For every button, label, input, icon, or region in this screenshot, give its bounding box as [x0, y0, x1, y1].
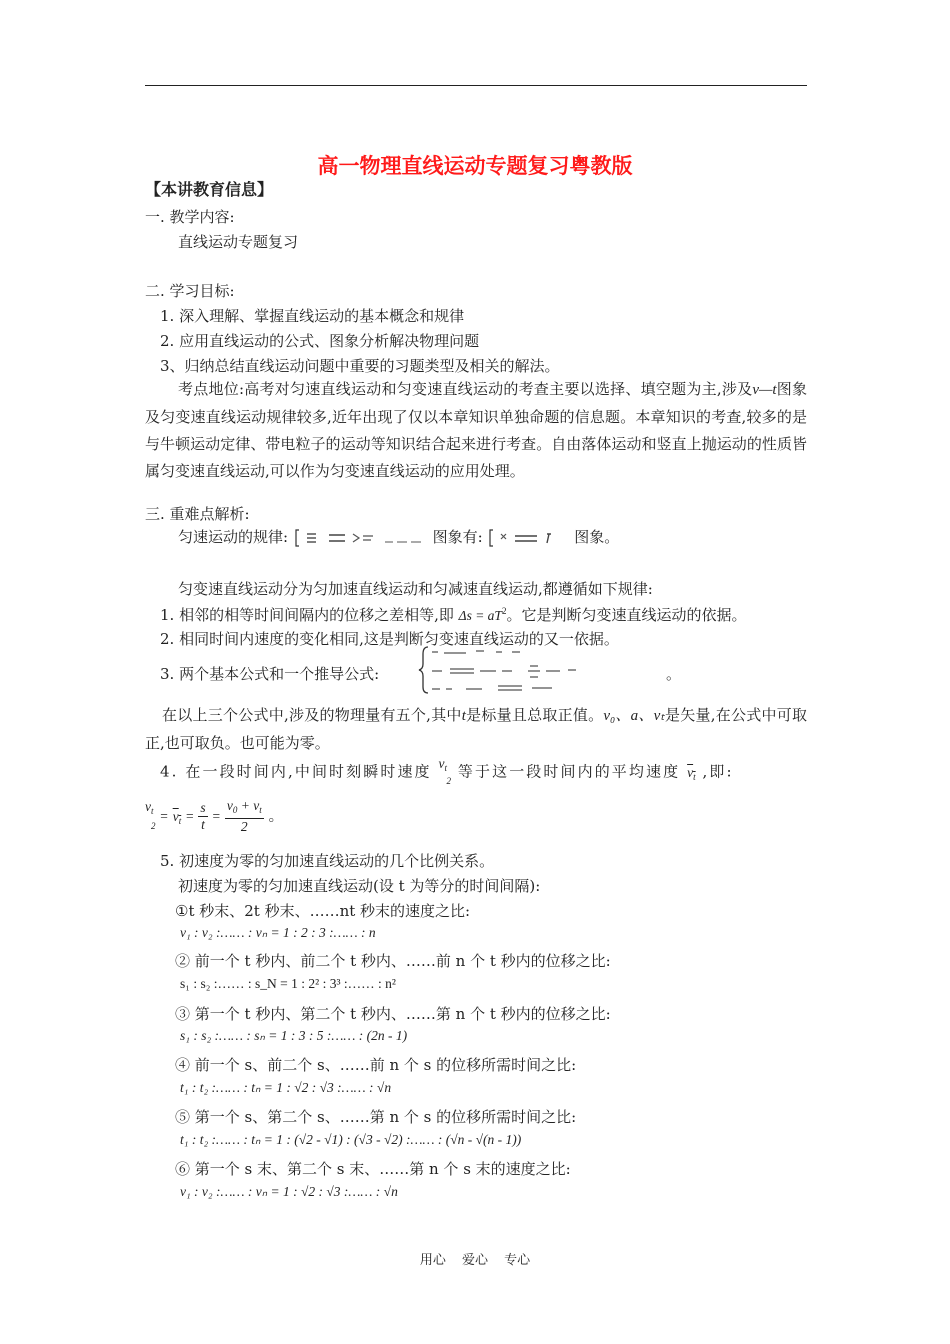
rule-1-post: 。它是判断匀变速直线运动的依据。: [506, 606, 747, 624]
rule-1-formula: Δs = aT: [458, 608, 502, 623]
vector-symbols: v₀、a、vₜ: [603, 708, 665, 724]
rule-4-text: 4. 在一段时间内,中间时刻瞬时速度: [160, 762, 432, 781]
mid-velocity-symbol: $v_t$ 2: [438, 756, 452, 786]
key-points-heading: 三. 重难点解析:: [145, 505, 250, 523]
footer-text: 用心: [419, 1253, 446, 1268]
avg-velocity-symbol: $v_t$: [172, 808, 182, 826]
graph-formula-image: [487, 527, 569, 549]
vt-symbol: v—t: [752, 382, 777, 398]
goal-item: 1. 深入理解、掌握直线运动的基本概念和规律: [160, 307, 465, 325]
ratio-formula: t₁ : t₂ :…… : tₙ = 1 : √2 : √3 :…… : √n: [180, 1080, 392, 1095]
rule-4-text: ,即:: [702, 762, 734, 781]
footer-text: 爱心: [461, 1253, 488, 1268]
rule-1-text: 1. 相邻的相等时间间隔内的位移之差相等,即: [160, 606, 454, 624]
rule-4-text: 等于这一段时间内的平均速度: [457, 762, 681, 781]
teaching-content-heading: 一. 教学内容:: [145, 208, 235, 226]
graph-label: 图象有:: [432, 528, 483, 546]
mid-velocity-symbol: $v_t$ 2: [145, 799, 156, 831]
rule-3-label: 3. 两个基本公式和一个推导公式:: [160, 665, 380, 683]
ratio-label: ④ 前一个 s、前二个 s、……前 n 个 s 的位移所需时间之比:: [175, 1056, 577, 1074]
rule-5: 5. 初速度为零的匀加速直线运动的几个比例关系。: [160, 852, 495, 870]
basic-formulas-image: [418, 644, 663, 696]
uniform-formula-image: [293, 527, 428, 549]
ratio-formula: t₁ : t₂ :…… : tₙ = 1 : (√2 - √1) : (√3 - √2) :…… : (√n - √(n - 1)): [180, 1132, 522, 1147]
avg-velocity-symbol: $v_t$: [687, 764, 696, 782]
uniform-motion-line: [178, 527, 619, 549]
section-info-heading: 【本讲教育信息】: [145, 180, 274, 199]
learning-goals-heading: 二. 学习目标:: [145, 282, 235, 300]
equals-sign: =: [160, 808, 168, 824]
header-rule: [145, 85, 807, 86]
rule-2: 2. 相同时间内速度的变化相同,这是判断匀变速直线运动的又一依据。: [160, 630, 619, 648]
ratio-formula: s₁ : s₂ :…… : sₙ = 1 : 3 : 5 :…… : (2n - 1): [180, 1028, 408, 1043]
rule-4: [160, 758, 734, 787]
rule-1: [160, 601, 746, 626]
s-over-t-fraction: $\frac{s}{t}$: [200, 800, 206, 832]
teaching-content-text: 直线运动专题复习: [178, 233, 299, 251]
ratio-label: ⑥ 第一个 s 末、第二个 s 末、……第 n 个 s 末的速度之比:: [175, 1160, 571, 1178]
ratio-formula: v₁ : v₂ :…… : vₙ = 1 : 2 : 3 :…… : n: [180, 925, 376, 940]
accel-intro: 匀变速直线运动分为匀加速直线运动和匀减速直线运动,都遵循如下规律:: [178, 580, 653, 598]
rule-5-subtitle: 初速度为零的匀加速直线运动(设 t 为等分的时间间隔):: [178, 877, 541, 895]
ratio-label: ③ 第一个 t 秒内、第二个 t 秒内、……第 n 个 t 秒内的位移之比:: [175, 1005, 611, 1023]
rule-4-formula: [145, 798, 284, 835]
quantities-paragraph: [145, 702, 807, 757]
quantities-text: 是矢量,在公式中可取正,也可取负。也可能为零。: [145, 706, 807, 752]
equals-sign: =: [185, 808, 194, 824]
graph-end-label: 图象。: [574, 528, 620, 546]
equals-sign: =: [212, 808, 221, 824]
ratio-formula: s₁ : s₂ :…… : s_N = 1 : 2² : 3³ :…… : n²: [180, 976, 396, 991]
uniform-label: 匀速运动的规律:: [178, 528, 289, 546]
quantities-text: 在以上三个公式中,涉及的物理量有五个,其中: [162, 706, 462, 724]
t-symbol: t: [461, 708, 466, 724]
quantities-text: 是标量且总取正值。: [465, 706, 604, 724]
rule-3-end: 。: [666, 665, 682, 683]
ratio-label: ② 前一个 t 秒内、前二个 t 秒内、……前 n 个 t 秒内的位移之比:: [175, 952, 611, 970]
goal-item: 3、归纳总结直线运动问题中重要的习题类型及相关的解法。: [160, 357, 560, 375]
exam-text-part: 考点地位:高考对匀速直线运动和匀变速直线运动的考查主要以选择、填空题为主,涉及: [178, 380, 753, 398]
exam-position-paragraph: [145, 376, 807, 485]
average-fraction: $\frac{v_0 + v_t}{2}$: [226, 798, 262, 834]
exam-text-part: 图象及匀变速直线运动规律较多,近年出现了仅以本章知识单独命题的信息题。本章知识的考查,较多的是与牛顿运动定律、带电粒子的运动等知识结合起来进行考查。自由落体运动和竖直上抛运动的性质皆属匀变速直线运动,可以作为匀变速直线运动的应用处理。: [145, 380, 807, 480]
rule-1-exponent: 2: [501, 606, 507, 616]
ratio-label: ⑤ 第一个 s、第二个 s、……第 n 个 s 的位移所需时间之比:: [175, 1108, 577, 1126]
page-title: 高一物理直线运动专题复习粤教版: [317, 154, 633, 178]
rule-4-formula-end: 。: [268, 806, 284, 825]
footer-text: 专心: [504, 1253, 531, 1268]
goal-item: 2. 应用直线运动的公式、图象分析解决物理问题: [160, 332, 480, 350]
ratio-formula: v₁ : v₂ :…… : vₙ = 1 : √2 : √3 :…… : √n: [180, 1184, 398, 1199]
ratio-label: ①t 秒末、2t 秒末、……nt 秒末的速度之比:: [175, 902, 471, 920]
page-footer: [0, 1249, 950, 1268]
